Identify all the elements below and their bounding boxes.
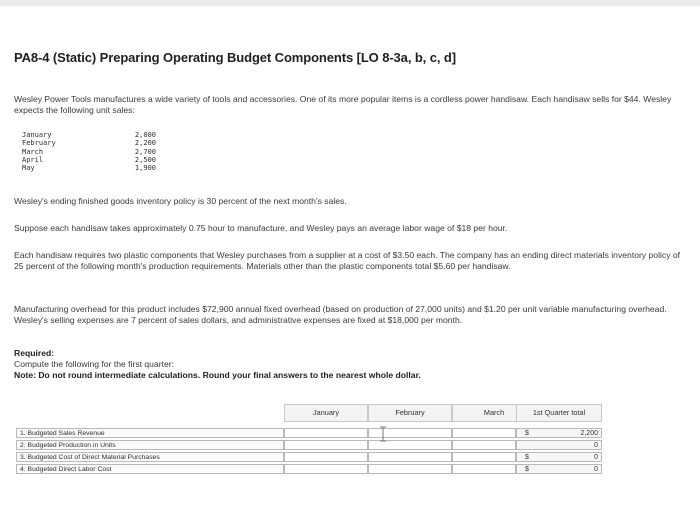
sales-units: 2,500 [134,155,156,164]
labor-mar-input[interactable] [452,464,516,474]
currency-sign: $ [525,454,529,461]
sales-units: 1,900 [134,164,156,173]
col-quarter-total: 1st Quarter total [516,404,602,422]
sales-month: February [22,139,56,148]
labor-total-value [516,464,602,474]
note-text: Note: Do not round intermediate calculations. Round your final answers to the nearest whole dollar. [14,370,421,380]
sales-month: May [22,164,35,173]
row-label: 2. Budgeted Production in Units [16,440,284,450]
sales-row [22,148,156,156]
sales-month: April [22,155,44,164]
materials-jan-input[interactable] [284,452,368,462]
production-total-value [516,440,602,450]
table-row [16,452,606,462]
intro-text: Wesley Power Tools manufactures a wide variety of tools and accessories. One of its more popular items is a cordless power handisaw. Each handisaw sells for $44. Wesley expects the following unit sales: [14,94,672,115]
total-value: 0 [594,454,598,461]
materials-total-value [516,452,602,462]
col-march: March [452,404,536,422]
row-label: 4. Budgeted Direct Labor Cost [16,464,284,474]
sales-mar-input[interactable] [452,428,516,438]
materials-mar-input[interactable] [452,452,516,462]
sales-month: January [22,131,52,139]
production-mar-input[interactable] [452,440,516,450]
overhead-text: Manufacturing overhead for this product includes $72,900 annual fixed overhead (based on production of 27,000 units) and $1.20 per unit variable manufacturing overhead. Wesley's selling expenses are 7 percent of sales dollars, and administrative expenses are fixed at $18,000 per month. [14,304,667,325]
sales-units: 2,000 [134,131,156,139]
total-value: 0 [594,442,598,449]
top-bar [0,0,700,6]
required-block [14,348,684,381]
col-january: January [284,404,368,422]
required-label: Required: [14,348,55,358]
labor-text: Suppose each handisaw takes approximately 0.75 hour to manufacture, and Wesley pays an average labor wage of $18 per hour. [14,223,508,233]
unit-sales-table [22,131,156,172]
table-row [16,428,606,438]
sales-row [22,156,156,164]
sales-jan-input[interactable] [284,428,368,438]
row-label: 1. Budgeted Sales Revenue [16,428,284,438]
sales-units: 2,200 [134,139,156,148]
text-cursor-icon [378,426,388,442]
page-title: PA8-4 (Static) Preparing Operating Budget Components [LO 8-3a, b, c, d] [14,50,456,65]
total-value: 2,200 [580,430,598,437]
sales-total-value [516,428,602,438]
materials-text: Each handisaw requires two plastic components that Wesley purchases from a supplier at a cost of $3.50 each. The company has an ending direct materials inventory policy of 25 percent of the following month's production requirements. Materials other than the plastic components total $5.60 per handisaw. [14,250,681,271]
sales-month: March [22,147,44,156]
materials-feb-input[interactable] [368,452,452,462]
sales-row [22,164,156,172]
sales-row [22,131,156,139]
currency-sign: $ [525,466,529,473]
sales-units: 2,700 [134,147,156,156]
labor-jan-input[interactable] [284,464,368,474]
labor-feb-input[interactable] [368,464,452,474]
table-row [16,464,606,474]
production-jan-input[interactable] [284,440,368,450]
total-value: 0 [594,466,598,473]
required-text: Compute the following for the first quarter: [14,359,175,369]
table-row [16,440,606,450]
sales-row [22,139,156,147]
row-label: 3. Budgeted Cost of Direct Material Purchases [16,452,284,462]
col-february: February [368,404,452,422]
currency-sign: $ [525,430,529,437]
inventory-policy: Wesley's ending finished goods inventory policy is 30 percent of the next month's sales. [14,196,347,206]
